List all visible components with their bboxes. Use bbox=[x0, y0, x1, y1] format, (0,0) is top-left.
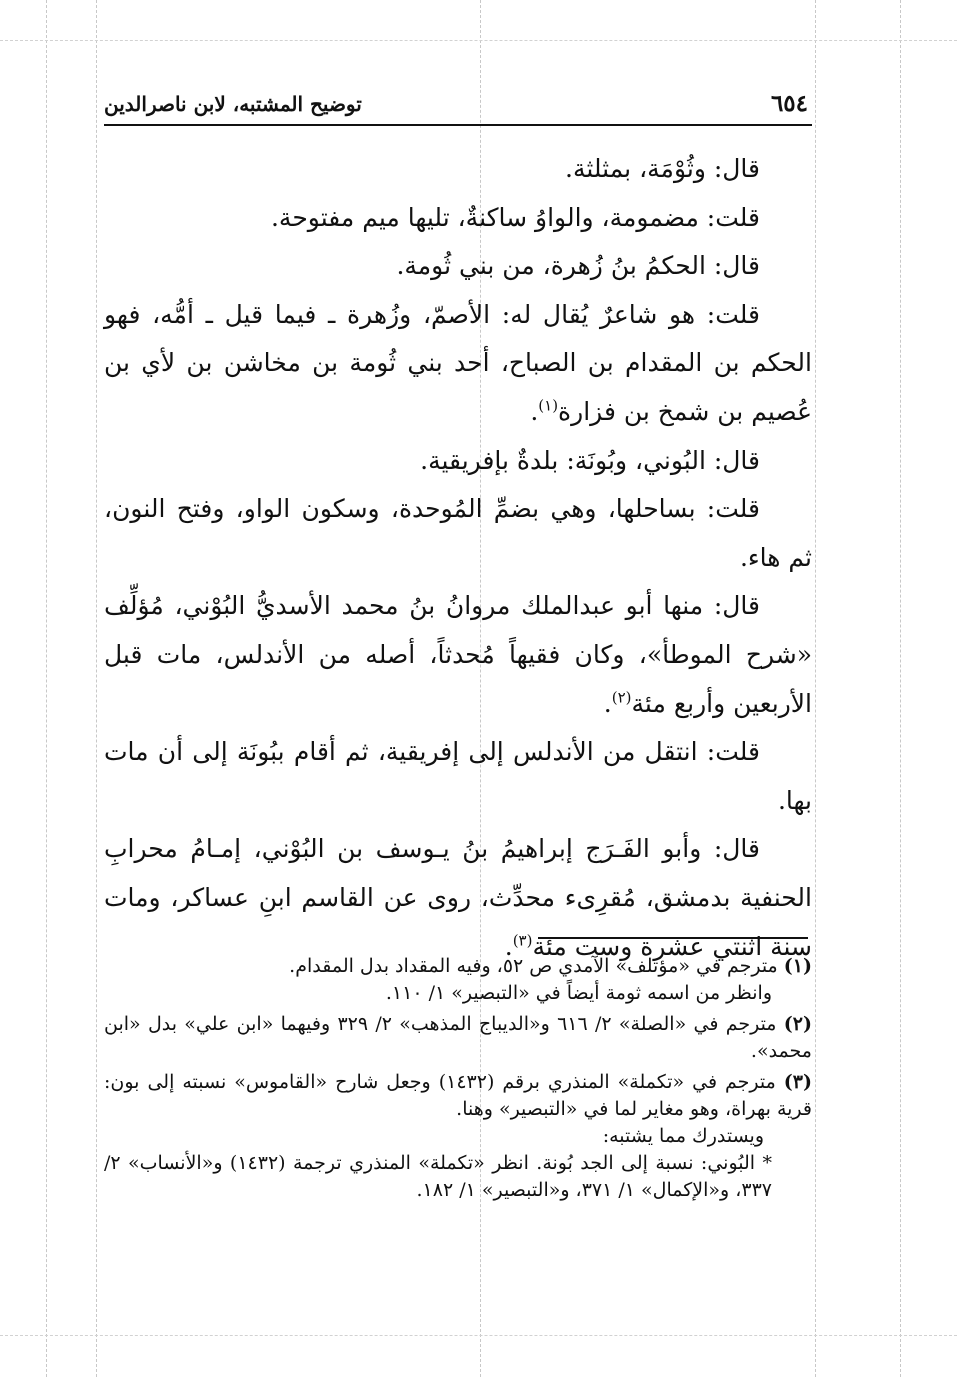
paragraph bbox=[104, 242, 812, 291]
footnote-text: مترجم في «الصلة» ٢/ ٦١٦ و«الديباج المذهب» ٢/ ٣٢٩ وفيهما «ابن علي» بدل «ابن محمد». bbox=[104, 1013, 812, 1062]
scan-guide-line bbox=[900, 0, 901, 1377]
footnote-2 bbox=[104, 1011, 812, 1065]
running-title: توضيح المشتبه، لابن ناصرالدين bbox=[104, 92, 362, 116]
paragraph-text: قلت: هو شاعرٌ يُقال له: الأصمّ، وزُهرة ـ فيما قيل ـ أمُّه، فهو الحكم بن المقدام بن الصباح، أحد بني ثُومة بن مخاشن بن لأي بن عُصيم بن شمخ بن فزارة bbox=[104, 299, 812, 426]
scan-guide-line bbox=[815, 0, 816, 1377]
scan-guide-line bbox=[0, 1335, 957, 1336]
footnote-text: مترجم في «تكملة» المنذري برقم (١٤٣٢) وجعل شارح «القاموس» نسبته إلى بون: قرية بهراة، وهو مغاير لما في «التبصير» وهنا. bbox=[104, 1071, 812, 1120]
paragraph-text: قال: البُوني، وبُونَة: بلدةٌ بإفريقية. bbox=[420, 445, 760, 475]
page-header bbox=[104, 90, 812, 126]
footnote-text: مترجم في «مؤتلف» الآمدي ص ٥٢، وفيه المقداد بدل المقدام. bbox=[289, 955, 778, 977]
footnote-number: (٢) bbox=[783, 1013, 812, 1035]
footnote-text: وانظر من اسمه ثومة أيضاً في «التبصير» ١/ ١١٠. bbox=[385, 982, 772, 1004]
end-mark: . bbox=[504, 931, 513, 961]
scan-guide-line bbox=[46, 0, 47, 1377]
footnote-number: (١) bbox=[783, 955, 812, 977]
paragraph bbox=[104, 291, 812, 437]
paragraph bbox=[104, 582, 812, 728]
paragraph-text: قال: الحكمُ بنُ زُهرة، من بني ثُومة. bbox=[396, 251, 760, 281]
scan-guide-line bbox=[96, 0, 97, 1377]
footnote-ref-1[interactable]: (١) bbox=[538, 396, 559, 415]
footnotes bbox=[104, 953, 812, 1208]
end-mark: . bbox=[530, 396, 539, 426]
paragraph bbox=[104, 194, 812, 243]
paragraph-text: قلت: انتقل من الأندلس إلى إفريقية، ثم أقام ببُونَة إلى أن مات بها. bbox=[104, 737, 812, 815]
paragraph bbox=[104, 728, 812, 825]
paragraph-text: قال: وثُوْمَة، بمثلثة. bbox=[565, 154, 760, 183]
footnote-number: (٣) bbox=[783, 1071, 813, 1093]
paragraph-text: قال: منها أبو عبدالملك مروانُ بنُ محمد الأسديُّ البُوْني، مُؤلِّف «شرح الموطأ»، وكان فقيهاً مُحدثاً، أصله من الأندلس، مات قبل الأربعين وأربع مئة bbox=[104, 591, 812, 718]
footnote-subheading: ويستدرك مما يشتبه: bbox=[602, 1125, 764, 1147]
paragraph bbox=[104, 485, 812, 582]
paragraph bbox=[104, 825, 812, 971]
paragraph bbox=[104, 145, 812, 194]
footnote-entry: * البُوني: نسبة إلى الجد بُونة. انظر «تكملة» المنذري ترجمة (١٤٣٢) و«الأنساب» ٢/ ٣٣٧، و«الإكمال» ١/ ٣٧١، و«التبصير» ١/ ١٨٢. bbox=[104, 1152, 772, 1201]
paragraph-text: قلت: مضمومة، والواوُ ساكنةٌ، تليها ميم مفتوحة. bbox=[270, 202, 760, 232]
footnote-3 bbox=[104, 1069, 812, 1204]
paragraph-text: قلت: بساحلها، وهي بضمِّ المُوحدة، وسكون الواو، وفتح النون، ثم هاء. bbox=[104, 494, 812, 572]
scan-guide-line bbox=[0, 40, 957, 41]
footnote-ref-2[interactable]: (٢) bbox=[611, 688, 632, 707]
main-text bbox=[104, 145, 812, 971]
footnote-separator bbox=[538, 937, 808, 939]
paragraph-text: قال: وأبو الفَـرَج إبراهيمُ بنُ يـوسف بن البُوْني، إمـامُ محرابِ الحنفية بدمشق، مُقرِىء محدِّث، روى عن القاسم ابنِ عساكر، ومات سنة اثنتي عشرة وست مئة bbox=[104, 834, 812, 961]
paragraph bbox=[104, 437, 812, 486]
end-mark: . bbox=[603, 688, 612, 718]
page-number: ٦٥٤ bbox=[770, 90, 808, 117]
footnote-ref-3[interactable]: (٣) bbox=[512, 931, 533, 950]
footnote-1 bbox=[104, 953, 812, 1007]
